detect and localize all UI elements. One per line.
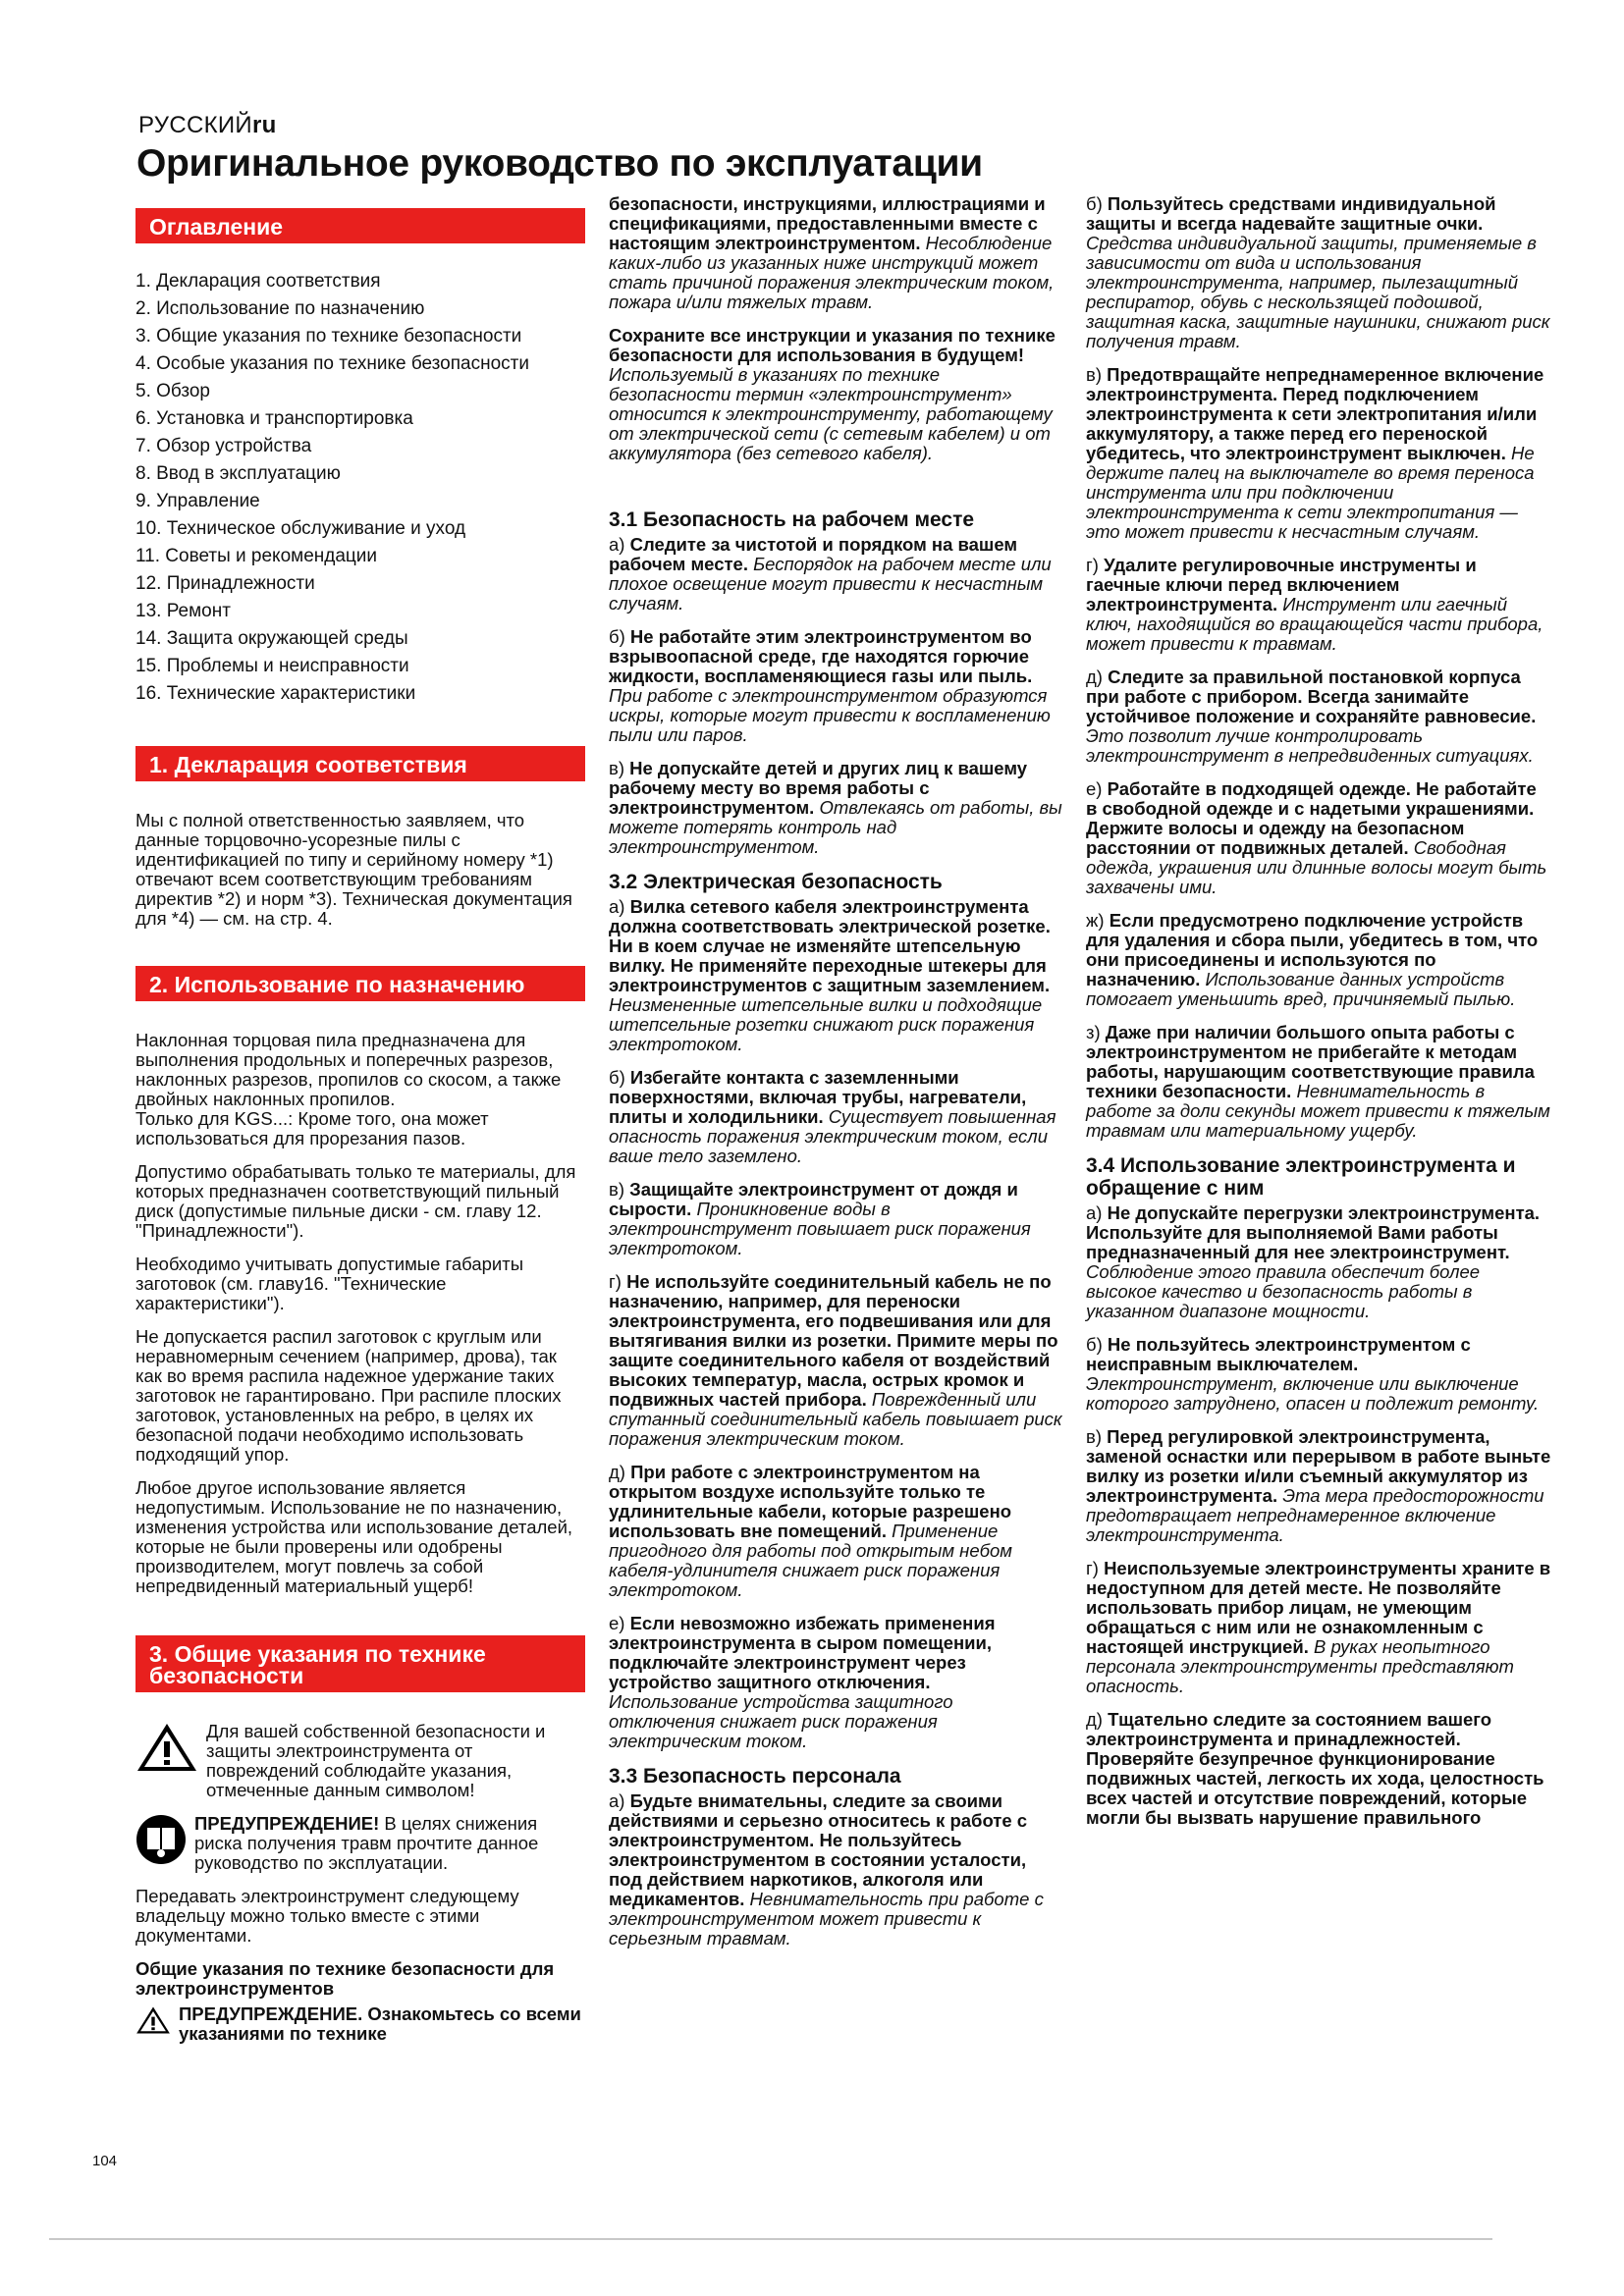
general-warning-block <box>135 2004 585 2057</box>
rule-item: д) Следите за правильной постановкой корпуса при работе с прибором. Всегда занимайте устойчивое положение и сохраняйте равновесие. Это позволит лучше контролировать электроинструмент в непредвиденных ситуациях. <box>1086 667 1537 766</box>
keep-instructions: Сохраните все инструкции и указания по технике безопасности для использования в будущем! Используемый в указаниях по технике безопасности термин «электроинструмент» относится к электроинструменту, работающему от электрической сети (с сетевым кабелем) и от аккумулятора (без сетевого кабеля). <box>609 325 1056 463</box>
toc-item[interactable]: 13. Ремонт <box>135 601 231 621</box>
section-2-p4: Не допускается распил заготовок с круглым или неравномерным сечением (например, дрова), так как во время распила надежное удержание таких заготовок не гарантировано. При распиле плоских заготовок, установленных на ребро, в целях их безопасной подачи необходимо использовать подходящий упор. <box>135 1326 562 1465</box>
section-3-1-heading: 3.1 Безопасность на рабочем месте <box>609 508 975 531</box>
toc-item[interactable]: 12. Принадлежности <box>135 573 315 594</box>
toc-item[interactable]: 6. Установка и транспортировка <box>135 408 413 429</box>
toc-item[interactable]: 16. Технические характеристики <box>135 683 416 704</box>
rule-item: б) Пользуйтесь средствами индивидуальной защиты и всегда надевайте защитные очки. Средства индивидуальной защиты, применяемые в зависимости от вида и использования электроинструмента, например, пылезащитный респиратор, обувь с нескользящей подошвой, защитная каска, защитные наушники, снижают риск получения травм. <box>1086 193 1550 351</box>
toc-item[interactable]: 11. Советы и рекомендации <box>135 546 378 566</box>
rule-item: б) Избегайте контакта с заземленными поверхностями, включая трубы, нагреватели, плиты и холодильники. Существует повышенная опасность поражения электрическим током, если ваше тело заземлено. <box>609 1067 1056 1166</box>
rule-item: д) Тщательно следите за состоянием вашего электроинструмента и принадлежностей. Проверяйте безупречное функционирование подвижных частей, легкость их хода, целостность всех частей и отсутствие повреждений, которые могли бы вызвать нарушение правильного <box>1086 1709 1544 1828</box>
rule-item: д) При работе с электроинструментом на открытом воздухе используйте только те удлинительные кабели, которые разрешено использовать вне помещений. Применение пригодного для работы под открытым небом кабеля-удлинителя снижает риск поражения электротоком. <box>609 1462 1012 1600</box>
rule-item: а) Вилка сетевого кабеля электроинструмента должна соответствовать электрической розетке. Ни в коем случае не изменяйте штепсельную вилку. Не применяйте переходные штекеры для электроинструментов с защитным заземлением. Неизмененные штепсельные вилки и подходящие штепсельные розетки снижают риск поражения электротоком. <box>609 896 1051 1054</box>
toc-item[interactable]: 8. Ввод в эксплуатацию <box>135 463 341 484</box>
rule-item: а) Следите за чистотой и порядком на вашем рабочем месте. Беспорядок на рабочем месте или плохое освещение могут привести к несчастным случаям. <box>609 534 1052 614</box>
rule-item: г) Удалите регулировочные инструменты и гаечные ключи перед включением электроинструмента. Инструмент или гаечный ключ, находящийся во вращающейся части прибора, может привести к травмам. <box>1086 555 1543 654</box>
rule-item: в) Предотвращайте непреднамеренное включение электроинструмента. Перед подключением электроинструмента к сети электропитания и/или аккумулятору, а также перед его переноской убедитесь, что электроинструмент выключен. Не держите палец на выключателе во время переноса инструмента или при подключении электроинструмента к сети электропитания — это может привести к несчастным случаям. <box>1086 364 1544 542</box>
section-2-heading: 2. Использование по назначению <box>135 966 585 1001</box>
rule-item: а) Не допускайте перегрузки электроинструмента. Используйте для выполняемой Вами работы предназначенный для нее электроинструмент. Соблюдение этого правила обеспечит более высокое качество и безопасность работы в указанном диапазоне мощности. <box>1086 1202 1541 1321</box>
footer-rule <box>49 2238 1492 2240</box>
section-1-heading: 1. Декларация соответствия <box>135 746 585 781</box>
safety-intro-cont: безопасности, инструкциями, иллюстрациями и спецификациями, предоставленными вместе с настоящим электроинструментом. Несоблюдение каких-либо из указанных ниже инструкций может стать причиной поражения электрическим током, пожара и/или тяжелых травм. <box>609 193 1055 312</box>
rule-item: в) Защищайте электроинструмент от дождя и сырости. Проникновение воды в электроинструмент повышает риск поражения электротоком. <box>609 1179 1031 1258</box>
rule-item: з) Даже при наличии большого опыта работы с электроинструментом не прибегайте к методам работы, нарушающим соответствующие правила техники безопасности. Невнимательность в работе за доли секунды может привести к тяжелым травмам или материальному ущербу. <box>1086 1022 1550 1141</box>
column-2 <box>609 194 1062 1962</box>
warning-triangle-icon <box>135 2004 171 2041</box>
section-2-p1: Наклонная торцовая пила предназначена для выполнения продольных и поперечных разрезов, наклонных разрезов, пропилов со скосом, а также двойных наклонных пропилов. <box>135 1030 562 1109</box>
section-3-3-heading: 3.3 Безопасность персонала <box>609 1765 901 1788</box>
manual-warning-block <box>135 1814 585 1883</box>
warning-text: Для вашей собственной безопасности и защиты электроинструмента от повреждений соблюдайте указания, отмеченные данным символом! <box>206 1721 546 1800</box>
rule-item: е) Если невозможно избежать применения электроинструмента в сыром помещении, подключайте электроинструмент через устройство защитного отключения. Использование устройства защитного отключения снижает риск поражения электрическим током. <box>609 1613 996 1751</box>
page-title: Оригинальное руководство по эксплуатации <box>136 142 983 185</box>
general-warning-text: ПРЕДУПРЕЖДЕНИЕ. Ознакомьтесь со всеми указаниями по технике <box>179 2003 581 2044</box>
rule-item: а) Будьте внимательны, следите за своими действиями и серьезно относитесь к работе с электроинструментом. Не пользуйтесь электроинструментом в состоянии усталости, под действием наркотиков, алкоголя или медикаментов. Невнимательность при работе с электроинструментом может привести к серьезным травмам. <box>609 1790 1044 1949</box>
warning-triangle-icon <box>135 1722 198 1778</box>
toc-item[interactable]: 5. Обзор <box>135 381 210 401</box>
toc-item[interactable]: 2. Использование по назначению <box>135 298 425 319</box>
toc-item[interactable]: 14. Защита окружающей среды <box>135 628 408 649</box>
toc-item[interactable]: 4. Особые указания по технике безопасности <box>135 353 529 374</box>
page-number: 104 <box>92 2153 118 2169</box>
toc-heading: Оглавление <box>135 208 585 243</box>
manual-warning-text: ПРЕДУПРЕЖДЕНИЕ! В целях снижения риска получения травм прочтите данное руководство по эксплуатации. <box>194 1813 539 1873</box>
toc-list <box>135 271 585 704</box>
toc-item[interactable]: 10. Техническое обслуживание и уход <box>135 518 466 539</box>
section-2-p3: Необходимо учитывать допустимые габариты заготовок (см. главу16. "Технические характеристики"). <box>135 1254 523 1313</box>
section-3-2-heading: 3.2 Электрическая безопасность <box>609 871 943 893</box>
general-safety-heading: Общие указания по технике безопасности для электроинструментов <box>135 1958 555 1999</box>
rule-item: в) Перед регулировкой электроинструмента, заменой оснастки или перерывом в работе выньте вилку из розетки и/или съемный аккумулятор из электроинструмента. Эта мера предосторожности предотвращает непреднамеренное включение электроинструмента. <box>1086 1426 1551 1545</box>
rule-item: е) Работайте в подходящей одежде. Не работайте в свободной одежде и с надетыми украшениями. Держите волосы и одежду на безопасном расстоянии от подвижных деталей. Свободная одежда, украшения или длинные волосы могут быть захвачены ими. <box>1086 778 1547 897</box>
toc-item[interactable]: 7. Обзор устройства <box>135 436 312 456</box>
toc-item[interactable]: 9. Управление <box>135 491 260 511</box>
rule-item: ж) Если предусмотрено подключение устройств для удаления и сбора пыли, убедитесь в том, что они присоединены и используются по назначению. Использование данных устройств помогает уменьшить вред, причиняемый пылью. <box>1086 910 1539 1009</box>
rule-item: б) Не пользуйтесь электроинструментом с неисправным выключателем. Электроинструмент, включение или выключение которого затруднено, опасен и подлежит ремонту. <box>1086 1334 1540 1414</box>
section-3-heading: 3. Общие указания по технике безопасности <box>135 1635 585 1692</box>
rule-item: г) Не используйте соединительный кабель не по назначению, например, для переноски электроинструмента, его подвешивания или для вытягивания вилки из розетки. Примите меры по защите соединительного кабеля от воздействий высоких температур, масла, острых кромок и подвижных частей прибора. Поврежденный или спутанный соединительный кабель повышает риск поражения электрическим током. <box>609 1271 1062 1449</box>
rule-item: в) Не допускайте детей и других лиц к вашему рабочему месту во время работы с электроинструментом. Отвлекаясь от работы, вы можете потерять контроль над электроинструментом. <box>609 758 1062 857</box>
read-manual-icon <box>135 1814 187 1870</box>
column-1 <box>135 208 585 2061</box>
language-label: РУССКИЙru <box>138 112 277 138</box>
section-3-4-heading: 3.4 Использование электроинструмента и обращение с ним <box>1086 1154 1516 1200</box>
warning-block <box>135 1722 585 1810</box>
rule-item: б) Не работайте этим электроинструментом во взрывоопасной среде, где находятся горючие жидкости, воспламеняющиеся газы или пыль. При работе с электроинструментом образуются искры, которые могут привести к воспламенению пыли или паров. <box>609 626 1051 745</box>
toc-item[interactable]: 15. Проблемы и неисправности <box>135 656 409 676</box>
section-2-p1b: Только для KGS...: Кроме того, она может использоваться для прорезания пазов. <box>135 1108 489 1148</box>
section-1-text: Мы с полной ответственностью заявляем, что данные торцовочно-усорезные пилы с идентификацией по типу и серийному номеру *1) отвечают всем соответствующим требованиям директив *2) и норм *3). Техническая документация для *4) — см. на стр. 4. <box>135 810 572 929</box>
section-2-p5: Любое другое использование является недопустимым. Использование не по назначению, изменения устройства или использование деталей, которые не были проверены или одобрены производителем, могут повлечь за собой непредвиденный материальный ущерб! <box>135 1477 573 1596</box>
toc-item[interactable]: 1. Декларация соответствия <box>135 271 381 292</box>
rule-item: г) Неиспользуемые электроинструменты храните в недоступном для детей месте. Не позволяйте использовать прибор лицам, не умеющим обращаться с ним или не ознакомленным с настоящей инструкцией. В руках неопытного персонала электроинструменты представляют опасность. <box>1086 1558 1551 1696</box>
column-3 <box>1086 194 1552 1842</box>
handover-text: Передавать электроинструмент следующему владельцу можно только вместе с этими документами. <box>135 1886 519 1946</box>
toc-item[interactable]: 3. Общие указания по технике безопасности <box>135 326 522 347</box>
section-2-p2: Допустимо обрабатывать только те материалы, для которых предназначен соответствующий пильный диск (допустимые пильные диски - см. главу 12. "Принадлежности"). <box>135 1161 576 1241</box>
